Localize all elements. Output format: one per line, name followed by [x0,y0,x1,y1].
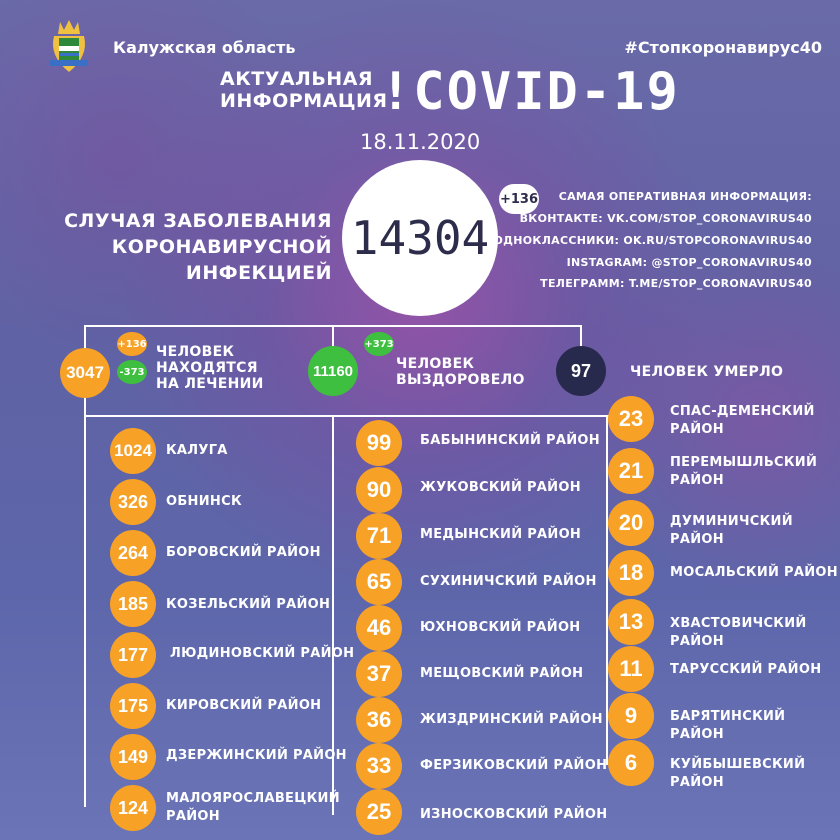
district-circle [356,420,402,466]
district-value: 90 [366,477,392,502]
total-cases-circle [342,160,498,316]
district-circle [110,428,156,474]
district-name: ЖИЗДРИНСКИЙ РАЙОН [420,712,603,727]
died-value: 97 [570,360,592,381]
district-circle [356,743,402,789]
district-circle [110,734,156,780]
report-date: 18.11.2020 [360,130,481,154]
district-value: 177 [117,644,149,665]
district-name: БАРЯТИНСКИЙ РАЙОН [670,709,786,742]
district-name-line2: РАЙОН [670,473,724,488]
district-name: ДУМИНИЧСКИЙ РАЙОН [670,514,793,547]
district-circle [608,500,654,546]
district-circle [356,605,402,651]
district-circle [356,559,402,605]
district-name: ХВАСТОВИЧСКИЙ РАЙОН [670,616,807,649]
treatment-plus: +136 [117,338,147,350]
district-name: ИЗНОСКОВСКИЙ РАЙОН [420,807,608,822]
died-label: ЧЕЛОВЕК УМЕРЛО [630,364,784,380]
district-value: 36 [366,707,392,732]
district-circle [608,693,654,739]
treatment-label-l3: НА ЛЕЧЕНИИ [156,376,264,392]
hashtag: #Стопкоронавирус40 [624,38,822,57]
treatment-label-l1: ЧЕЛОВЕК [156,344,235,360]
district-circle [110,479,156,525]
district-circle [356,697,402,743]
recovered-value: 11160 [312,362,354,380]
district-value: 20 [618,510,644,535]
district-name: КИРОВСКИЙ РАЙОН [166,698,322,713]
recovered-plus-badge [364,332,394,356]
info-vk: ВКОНТАКТЕ: VK.COM/STOP_CORONAVIRUS40 [519,212,812,225]
district-name-line1: МАЛОЯРОСЛАВЕЦКИЙ [166,791,340,806]
district-name-line1: СПАС-ДЕМЕНСКИЙ [670,404,815,419]
district-circle [608,550,654,596]
district-value: 25 [366,799,392,824]
district-name: ТАРУССКИЙ РАЙОН [670,662,822,677]
district-value: 21 [618,458,644,483]
district-circle [356,513,402,559]
treatment-value: 3047 [66,363,104,382]
district-name: МЕЩОВСКИЙ РАЙОН [420,666,584,681]
total-cases-delta: +136 [499,184,539,214]
coat-of-arms-icon [44,16,94,76]
treatment-label [156,344,264,392]
total-cases-label [20,208,332,286]
district-name-line2: РАЙОН [166,809,220,824]
recovered-circle [308,346,358,396]
connector-col1 [84,395,86,807]
total-cases-label-line2: КОРОНАВИРУСНОЙ ИНФЕКЦИЕЙ [111,236,332,284]
title-line-2: ИНФОРМАЦИЯ [220,90,388,112]
district-circle [110,785,156,831]
title-covid: !COVID-19 [380,62,680,122]
district-circle [110,581,156,627]
district-value: 99 [366,430,392,455]
district-name-line1: ПЕРЕМЫШЛЬСКИЙ [670,455,818,470]
district-circle [608,396,654,442]
recovered-label-l2: ВЫЗДОРОВЕЛО [396,372,525,388]
district-circle [110,530,156,576]
district-name: БОРОВСКИЙ РАЙОН [166,545,321,560]
district-name: МЕДЫНСКИЙ РАЙОН [420,527,582,542]
info-telegram: ТЕЛЕГРАММ: T.ME/STOP_CORONAVIRUS40 [540,277,812,290]
district-name-line2: РАЙОН [670,422,724,437]
district-value: 13 [618,609,644,634]
district-value: 1024 [114,441,152,460]
total-cases-label-line1: СЛУЧАЯ ЗАБОЛЕВАНИЯ [64,210,332,232]
district-name: СУХИНИЧСКИЙ РАЙОН [420,574,597,589]
treatment-circle [60,348,110,398]
district-value: 6 [624,750,638,775]
district-value: 65 [366,569,392,594]
district-circle [356,467,402,513]
district-circle [110,683,156,729]
district-name [670,454,817,490]
connector-district-top [84,415,630,417]
treatment-minus: -373 [119,366,145,378]
district-value: 37 [366,661,392,686]
recovered-plus: +373 [364,338,394,350]
district-name: ЖУКОВСКИЙ РАЙОН [420,480,581,495]
district-name: КУЙБЫШЕВСКИЙ РАЙОН [670,757,806,790]
district-value: 11 [619,656,643,681]
recovered-label [396,356,525,388]
district-value: 185 [117,593,149,614]
district-circle [608,448,654,494]
district-value: 175 [117,695,149,716]
district-name: ДЗЕРЖИНСКИЙ РАЙОН [166,748,347,763]
district-name: ЮХНОВСКИЙ РАЙОН [420,620,581,635]
district-name: КАЛУГА [166,443,228,458]
district-name: ФЕРЗИКОВСКИЙ РАЙОН [420,758,608,773]
treatment-minus-badge [117,360,147,384]
treatment-label-l2: НАХОДЯТСЯ [156,360,258,376]
district-circle [356,789,402,835]
info-ok: ОДНОКЛАССНИКИ: OK.RU/STOPCORONAVIRUS40 [493,234,812,247]
recovered-label-l1: ЧЕЛОВЕК [396,356,475,372]
total-cases-value: 14304 [350,211,490,265]
district-name [166,790,340,826]
district-circle [608,646,654,692]
district-name: ОБНИНСК [166,494,242,509]
district-value: 18 [618,560,644,585]
district-value: 326 [117,491,149,512]
district-name: БАБЫНИНСКИЙ РАЙОН [420,433,600,448]
district-value: 71 [366,523,392,548]
district-value: 23 [618,406,644,431]
district-value: 46 [366,615,392,640]
district-circle [110,632,156,678]
treatment-plus-badge [117,332,147,356]
title-line-1: АКТУАЛЬНАЯ [220,68,374,90]
district-name: ЛЮДИНОВСКИЙ РАЙОН [170,646,355,661]
district-value: 264 [117,542,149,563]
district-name: МОСАЛЬСКИЙ РАЙОН [670,565,838,580]
died-circle [556,346,606,396]
district-circle [608,740,654,786]
district-value: 149 [117,746,149,767]
info-instagram: INSTAGRAM: @STOP_CORONAVIRUS40 [566,256,812,269]
info-heading: САМАЯ ОПЕРАТИВНАЯ ИНФОРМАЦИЯ: [558,190,812,203]
region-name: Калужская область [113,38,296,57]
district-name: КОЗЕЛЬСКИЙ РАЙОН [166,597,331,612]
district-value: 124 [117,797,149,818]
district-value: 33 [366,753,392,778]
district-value: 9 [624,703,638,728]
district-name [670,403,815,439]
district-circle [356,651,402,697]
district-circle [608,599,654,645]
